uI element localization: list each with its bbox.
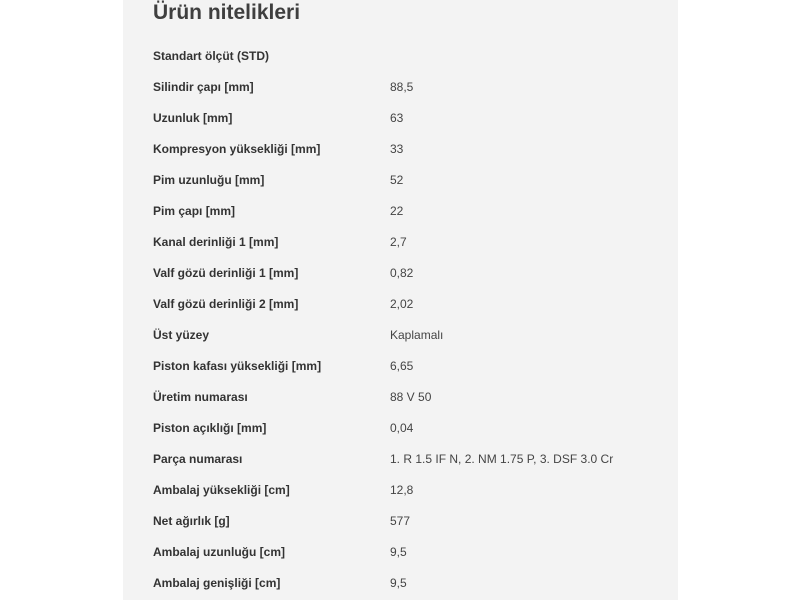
spec-label: Pim uzunluğu [mm]	[153, 173, 265, 187]
spec-value: 33	[390, 142, 404, 156]
spec-row	[153, 382, 663, 413]
spec-label: Ambalaj yüksekliği [cm]	[153, 483, 290, 497]
spec-row	[153, 413, 663, 444]
spec-label: Kanal derinliği 1 [mm]	[153, 235, 279, 249]
spec-value: 88,5	[390, 80, 414, 94]
spec-row	[153, 475, 663, 506]
spec-row	[153, 227, 663, 258]
product-attributes-panel	[123, 0, 678, 600]
spec-row	[153, 165, 663, 196]
spec-label: Piston kafası yüksekliği [mm]	[153, 359, 322, 373]
spec-label: Pim çapı [mm]	[153, 204, 236, 218]
spec-label: Piston açıklığı [mm]	[153, 421, 267, 435]
spec-row	[153, 506, 663, 537]
spec-label: Üretim numarası	[153, 390, 248, 404]
spec-value: 22	[390, 204, 404, 218]
spec-row	[153, 289, 663, 320]
spec-value: Kaplamalı	[390, 328, 444, 342]
spec-value: 1. R 1.5 IF N, 2. NM 1.75 P, 3. DSF 3.0 Cr	[390, 452, 614, 466]
spec-value: 63	[390, 111, 404, 125]
spec-label: Parça numarası	[153, 452, 243, 466]
spec-value: 0,82	[390, 266, 414, 280]
section-title: Ürün nitelikleri	[153, 1, 301, 24]
spec-value: 2,02	[390, 297, 414, 311]
spec-value: 9,5	[390, 545, 407, 559]
spec-label: Valf gözü derinliği 2 [mm]	[153, 297, 299, 311]
spec-row	[153, 103, 663, 134]
spec-row	[153, 568, 663, 599]
spec-value: 6,65	[390, 359, 414, 373]
spec-label: Ambalaj genişliği [cm]	[153, 576, 281, 590]
spec-row	[153, 351, 663, 382]
spec-label: Valf gözü derinliği 1 [mm]	[153, 266, 299, 280]
spec-label: Üst yüzey	[153, 328, 210, 342]
spec-value: 52	[390, 173, 404, 187]
spec-label: Uzunluk [mm]	[153, 111, 233, 125]
spec-value: 12,8	[390, 483, 414, 497]
spec-label: Standart ölçüt (STD)	[153, 49, 269, 63]
spec-value: 88 V 50	[390, 390, 432, 404]
spec-row	[153, 41, 663, 72]
spec-row	[153, 258, 663, 289]
spec-value: 577	[390, 514, 411, 528]
spec-row	[153, 134, 663, 165]
spec-row	[153, 320, 663, 351]
spec-row	[153, 537, 663, 568]
spec-label: Ambalaj uzunluğu [cm]	[153, 545, 285, 559]
spec-row	[153, 196, 663, 227]
spec-label: Silindir çapı [mm]	[153, 80, 254, 94]
spec-value: 9,5	[390, 576, 407, 590]
spec-table	[153, 41, 663, 599]
spec-value: 0,04	[390, 421, 414, 435]
spec-label: Net ağırlık [g]	[153, 514, 230, 528]
spec-row	[153, 72, 663, 103]
spec-value: 2,7	[390, 235, 407, 249]
spec-row	[153, 444, 663, 475]
spec-label: Kompresyon yüksekliği [mm]	[153, 142, 321, 156]
